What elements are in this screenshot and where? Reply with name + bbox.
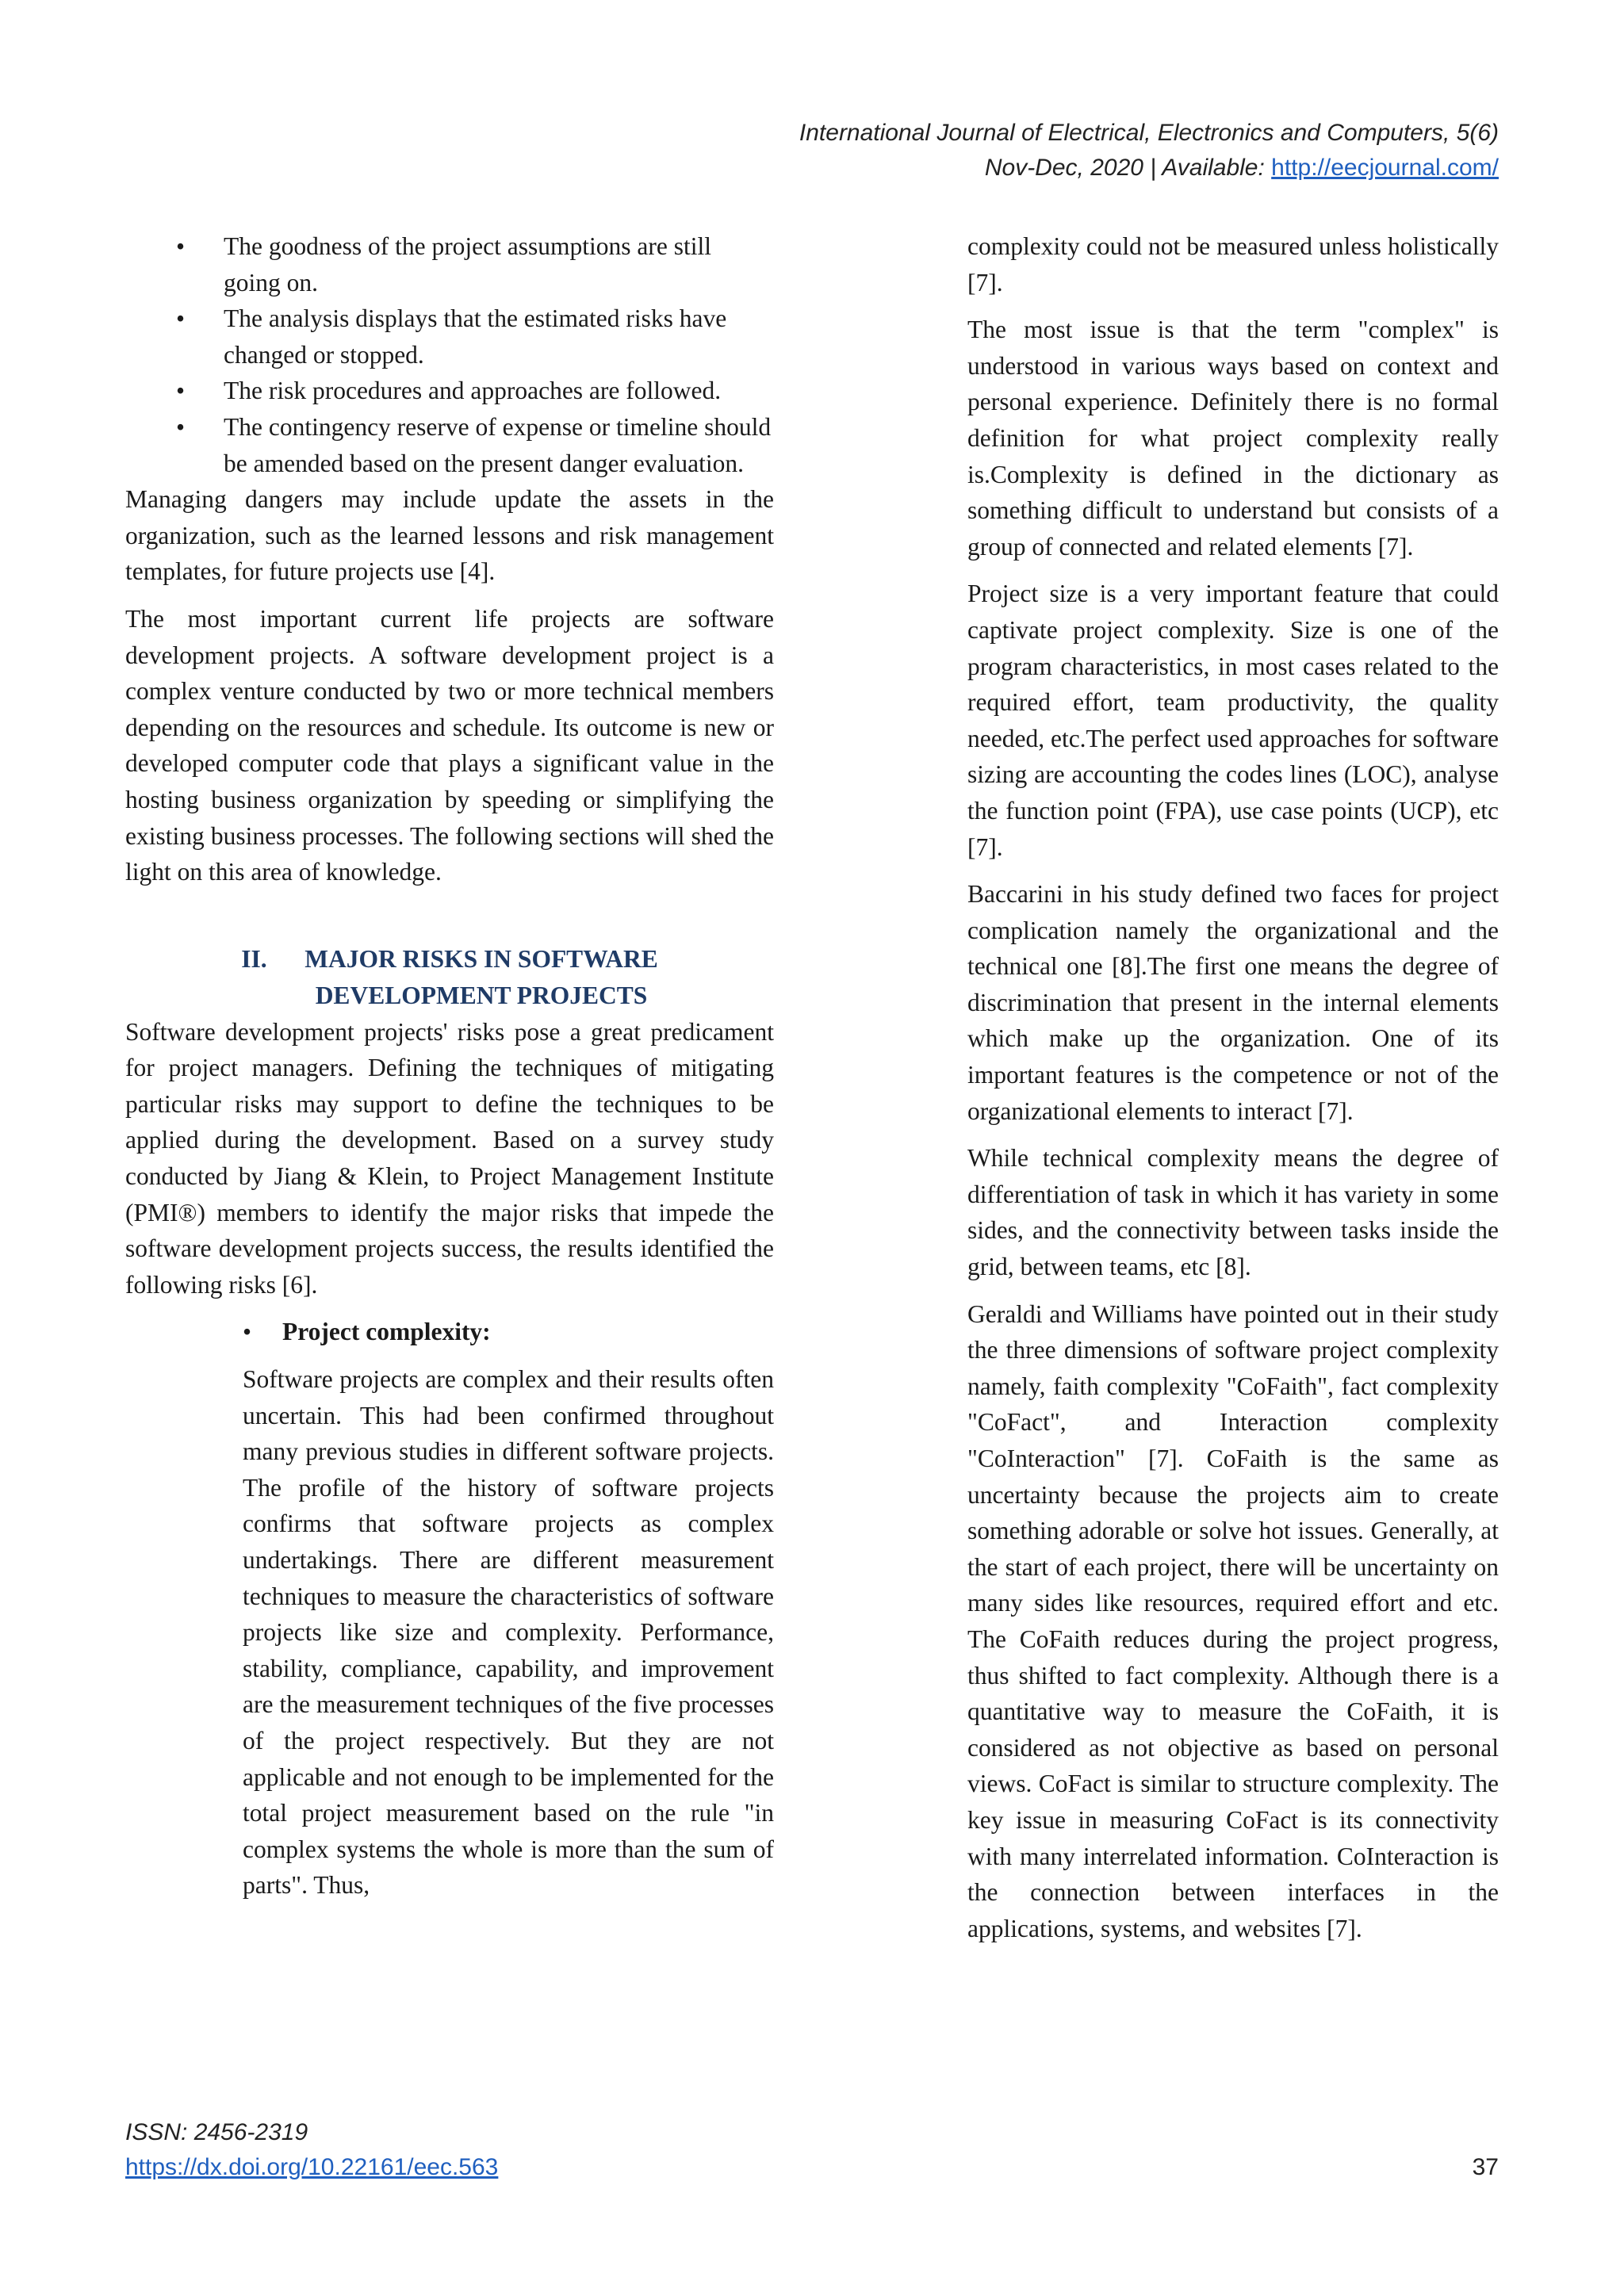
paragraph-managing-dangers: Managing dangers may include update the assets in the organization, such as the learned lessons and risk management templates, for future projects use [4].	[125, 485, 774, 586]
paragraph-technical-complexity: While technical complexity means the degree of differentiation of task in which it has variety in some sides, and the connectivity between tasks inside the grid, between teams, etc [8].	[967, 1144, 1499, 1281]
left-column	[125, 228, 774, 1915]
paragraph-project-size: Project size is a very important feature that could captivate project complexity. Size is one of the program characteristics, in most cases related to the required effort, team productivity, the quality needed, etc.The perfect used approaches for software sizing are accounting the codes lines (LOC), analyse the function point (FPA), use case points (UCP), etc [7].	[967, 580, 1499, 861]
issue-line	[799, 151, 1499, 186]
bullet-icon: •	[243, 1318, 252, 1346]
doi-link[interactable]: https://dx.doi.org/10.22161/eec.563	[125, 2154, 499, 2180]
list-item	[176, 409, 774, 481]
section-title-line2: DEVELOPMENT PROJECTS	[315, 981, 648, 1009]
project-complexity-block	[243, 1314, 774, 1904]
section-number: II.	[241, 944, 267, 973]
list-item	[176, 300, 774, 373]
list-item-text: The goodness of the project assumptions are still going on.	[224, 232, 712, 297]
section-heading-line1	[125, 941, 774, 978]
list-item	[176, 373, 774, 409]
paragraph-baccarini: Baccarini in his study defined two faces for project complication namely the organizational and the technical one [8].The first one means the degree of discrimination that present in the internal elements which make up the organization. One of its important features is the competence or not of the organizational elements to interact [7].	[967, 880, 1499, 1125]
list-item-text: The analysis displays that the estimated risks have changed or stopped.	[224, 304, 727, 369]
footer	[125, 2115, 498, 2185]
running-header	[799, 116, 1499, 186]
paragraph-holistic: complexity could not be measured unless holistically [7].	[967, 232, 1499, 297]
bullet-icon: •	[176, 377, 186, 405]
section-heading	[125, 941, 774, 1014]
list-item-text: The risk procedures and approaches are followed.	[224, 377, 722, 405]
bullet-icon: •	[176, 304, 186, 333]
paragraph-software-projects: The most important current life projects are software development projects. A software development project is a complex venture conducted by two or more technical members depending on the resources and schedule. Its outcome is new or developed computer code that plays a significant value in the hosting business organization by speeding or simplifying the existing business processes. The following sections will shed the light on this area of knowledge.	[125, 604, 774, 886]
issue-prefix: Nov-Dec, 2020 | Available:	[984, 155, 1272, 181]
right-column	[967, 228, 1499, 1957]
list-item-text: The contingency reserve of expense or timeline should be amended based on the present danger evaluation.	[224, 412, 772, 477]
paragraph-project-complexity: Software projects are complex and their results often uncertain. This had been confirmed throughout many previous studies in different software projects. The profile of the history of software projects confirms that software projects as complex undertakings. There are different measurement techniques to measure the characteristics of software projects like size and complexity. Performance, stability, compliance, capability, and improvement are the measurement techniques of the five processes of the project respectively. But they are not applicable and not enough to be implemented for the total project measurement based on the rule "in complex systems the whole is more than the sum of parts". Thus,	[243, 1365, 774, 1900]
page-number: 37	[1472, 2154, 1499, 2180]
section-title-line1: MAJOR RISKS IN SOFTWARE	[304, 944, 658, 973]
bullet-icon: •	[176, 232, 186, 260]
subheading	[243, 1314, 774, 1350]
paragraph-complex-term: The most issue is that the term "complex" is understood in various ways based on context and personal experience. Definitely there is no formal definition for what project complexity really is.Complexity is defined in the dictionary as something difficult to understand but consists of a group of connected and related elements [7].	[967, 316, 1499, 561]
issn: ISSN: 2456-2319	[125, 2119, 308, 2145]
assessment-bullet-list	[125, 228, 774, 481]
subheading-text: Project complexity:	[282, 1318, 491, 1346]
paragraph-risks-intro: Software development projects' risks pose a great predicament for project managers. Defining the techniques of mitigating particular risks may support to define the techniques to be applied during the development. Based on a survey study conducted by Jiang & Klein, to Project Management Institute (PMI®) members to identify the major risks that impede the software development projects success, the results identified the following risks [6].	[125, 1017, 774, 1299]
journal-title: International Journal of Electrical, Electronics and Computers, 5(6)	[799, 120, 1499, 146]
list-item	[176, 228, 774, 300]
journal-link[interactable]: http://eecjournal.com/	[1271, 155, 1499, 181]
paragraph-geraldi-williams: Geraldi and Williams have pointed out in their study the three dimensions of software project complexity namely, faith complexity "CoFaith", fact complexity "CoFact", and Interaction complexity "CoInteraction" [7]. CoFaith is the same as uncertainty because the projects aim to create something adorable or solve hot issues. Generally, at the start of each project, there will be uncertainty on many sides like resources, required effort and etc. The CoFaith reduces during the project progress, thus shifted to fact complexity. Although there is a quantitative way to measure the CoFaith, it is considered as not objective as based on personal views. CoFact is similar to structure complexity. The key issue in measuring CoFact is its connectivity with many interrelated information. CoInteraction is the connection between interfaces in the applications, systems, and websites [7].	[967, 1299, 1499, 1942]
bullet-icon: •	[176, 412, 186, 441]
